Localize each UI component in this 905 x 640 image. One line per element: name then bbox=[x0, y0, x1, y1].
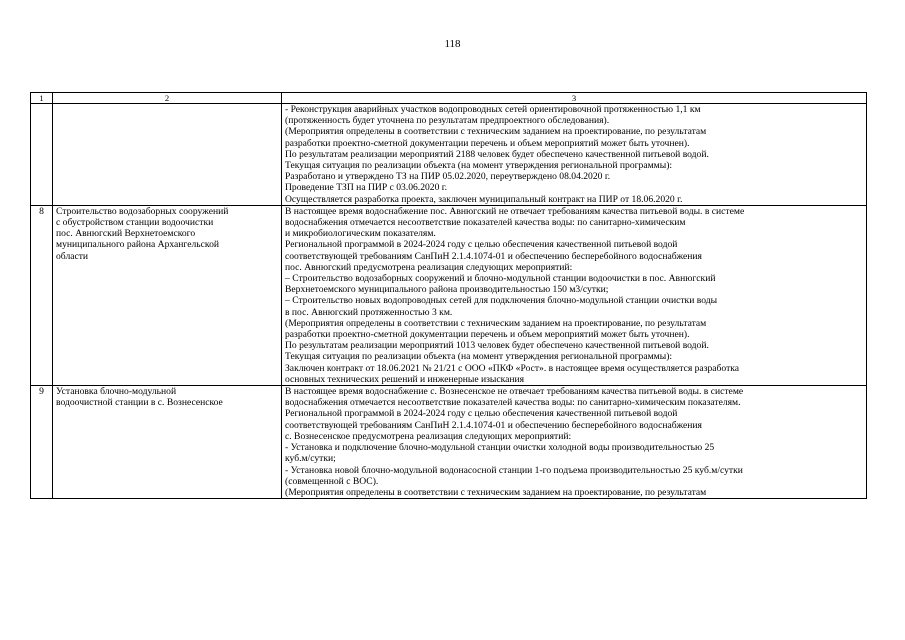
description-line: Текущая ситуация по реализации объекта (на момент утверждения региональной программы): bbox=[285, 160, 673, 172]
page-number: 118 bbox=[444, 38, 461, 50]
description-line: соответствующей требованиям СанПиН 2.1.4.1074-01 и обеспечению бесперебойного водоснабжения bbox=[285, 250, 702, 262]
description-line: - Установка новой блочно-модульной водонасосной станции 1-го подъема производительностью 25 куб.м/сутки bbox=[285, 464, 743, 476]
description-cell bbox=[282, 104, 867, 206]
object-name-line: Строительство водозаборных сооружений bbox=[56, 205, 229, 217]
description-line: Заключен контракт от 18.06.2021 № 21/21 с ООО «ПКФ «Рост». в настоящее время осуществляется разработка bbox=[285, 362, 740, 374]
description-line: Региональной программой в 2024-2024 году с целью обеспечения качественной питьевой водой bbox=[285, 408, 678, 420]
description-line: разработки проектно-сметной документации перечень и объем мероприятий может быть уточнен). bbox=[285, 329, 690, 341]
object-name-cell bbox=[53, 205, 282, 385]
description-line: По результатам реализации мероприятий 1013 человек будет обеспечено качественной питьевой водой. bbox=[285, 340, 709, 352]
description-line: Текущая ситуация по реализации объекта (на момент утверждения региональной программы): bbox=[285, 351, 673, 363]
description-line: – Строительство водозаборных сооружений и блочно-модульной станции водоочистки в пос. Авнюгский bbox=[285, 273, 716, 285]
object-name-line: водоочистной станции в с. Вознесенское bbox=[56, 397, 223, 409]
description-line: - Реконструкция аварийных участков водопроводных сетей ориентировочной протяженностью 1,1 км bbox=[285, 104, 701, 115]
object-name-line: Установка блочно-модульной bbox=[56, 386, 177, 398]
description-line: Верхнетоемского муниципального района производительностью 150 м3/сутки; bbox=[285, 284, 609, 296]
description-line: Осуществляется разработка проекта, заключен муниципальный контракт на ПИР от 18.06.2020 г. bbox=[285, 193, 683, 205]
object-name-line: области bbox=[56, 250, 89, 262]
description-line: (Мероприятия определены в соответствии с техническим заданием на проектирование, по результатам bbox=[285, 317, 707, 329]
table-row bbox=[31, 205, 867, 385]
description-line: (совмещенной с ВОС). bbox=[285, 475, 379, 487]
object-name-line: пос. Авнюгский Верхнетоемского bbox=[56, 228, 196, 240]
object-name-line: муниципального района Архангельской bbox=[56, 239, 220, 251]
row-number: 9 bbox=[31, 386, 53, 499]
description-line: разработки проектно-сметной документации перечень и объем мероприятий может быть уточнен). bbox=[285, 137, 690, 149]
description-line: основных технических решений и инженерные изыскания bbox=[285, 373, 525, 385]
description-line: водоснабжения отмечается несоответствие показателей качества воды: по санитарно-химическим показателям. bbox=[285, 397, 741, 409]
description-line: пос. Авнюгский предусмотрена реализация следующих мероприятий: bbox=[285, 261, 573, 273]
description-line: Региональной программой в 2024-2024 году с целью обеспечения качественной питьевой водой bbox=[285, 239, 678, 251]
description-line: В настоящее время водоснабжение пос. Авнюгский не отвечает требованиям качества питьевой воды. в системе bbox=[285, 205, 745, 217]
description-line: - Установка и подключение блочно-модульной станции очистки холодной воды производительностью 25 bbox=[285, 442, 715, 454]
description-line: в пос. Авнюгский протяженностью 3 км. bbox=[285, 306, 453, 318]
description-line: (Мероприятия определены в соответствии с техническим заданием на проектирование, по результатам bbox=[285, 486, 707, 498]
description-line: В настоящее время водоснабжение с. Вознесенское не отвечает требованиям качества питьевой воды. в системе bbox=[285, 386, 744, 398]
row-number bbox=[31, 104, 53, 206]
description-line: Разработано и утверждено ТЗ на ПИР 05.02.2020, переутверждено 08.04.2020 г. bbox=[285, 171, 611, 183]
row-number: 8 bbox=[31, 205, 53, 385]
description-line: Проведение ТЗП на ПИР с 03.06.2020 г. bbox=[285, 182, 448, 194]
header-cell-3: 3 bbox=[282, 93, 867, 104]
description-line: По результатам реализации мероприятий 2188 человек будет обеспечено качественной питьевой водой. bbox=[285, 148, 709, 160]
description-line: – Строительство новых водопроводных сетей для подключения блочно-модульной станции очистки воды bbox=[285, 295, 718, 307]
description-line: (протяженность будет уточнена по результатам предпроектного обследования). bbox=[285, 115, 610, 127]
object-name-cell bbox=[53, 386, 282, 499]
description-line: и микробиологическим показателям. bbox=[285, 228, 436, 240]
description-line: водоснабжения отмечается несоответствие показателей качества воды: по санитарно-химическим bbox=[285, 217, 686, 229]
header-cell-1: 1 bbox=[31, 93, 53, 104]
description-line: соответствующей требованиям СанПиН 2.1.4.1074-01 и обеспечению бесперебойного водоснабжения bbox=[285, 419, 702, 431]
description-line: с. Вознесенское предусмотрена реализация следующих мероприятий: bbox=[285, 430, 572, 442]
table-header-row bbox=[31, 93, 867, 104]
object-name-cell bbox=[53, 104, 282, 206]
table-row bbox=[31, 386, 867, 499]
header-cell-2: 2 bbox=[53, 93, 282, 104]
table-row bbox=[31, 104, 867, 206]
description-line: куб.м/сутки; bbox=[285, 453, 336, 465]
description-cell bbox=[282, 205, 867, 385]
description-line: (Мероприятия определены в соответствии с техническим заданием на проектирование, по результатам bbox=[285, 126, 707, 138]
object-name-line: с обустройством станции водоочистки bbox=[56, 217, 214, 229]
measures-table bbox=[30, 92, 867, 499]
description-cell bbox=[282, 386, 867, 499]
